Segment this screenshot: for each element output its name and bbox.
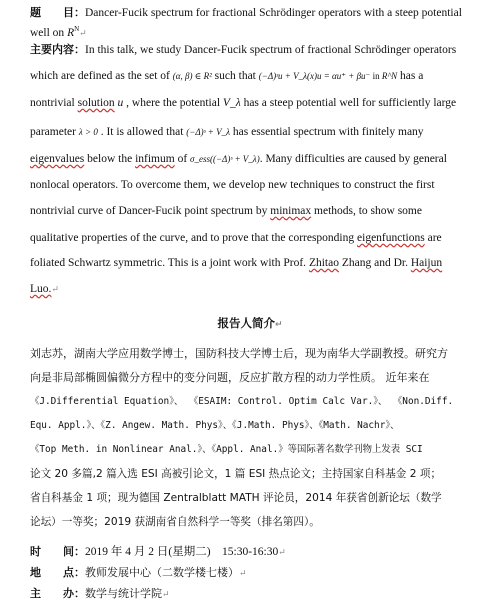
abstract-line-4: parameter λ > 0 . It is allowed that (−Δ)ˢ + V_λ has essential spectrum with finitely many bbox=[30, 126, 424, 138]
bio-line-4: Equ. Appl.》、《Z. Angew. Math. Phys》、《J.Math. Phys》、《Math. Nachr》、 bbox=[30, 420, 400, 431]
bio-heading: 报告人简介↵ bbox=[217, 316, 283, 330]
place-label: 地 点： bbox=[30, 566, 85, 579]
place-row: 地 点：教师发展中心（二数学楼七楼）↵ bbox=[30, 566, 247, 579]
abstract-line-3: nontrivial solution u , where the potential V_λ has a steep potential well for sufficiently large bbox=[30, 97, 457, 109]
host-label: 主 办： bbox=[30, 587, 85, 600]
time-row: 时 间：2019 年 4 月 2 日(星期二) 15:30-16:30↵ bbox=[30, 545, 286, 558]
title-line-1 bbox=[30, 6, 462, 20]
bio-line-5: 《Top Meth. in Nonlinear Anal.》、《Appl. Anal.》等国际著名数学刊物上发表 SCI bbox=[30, 444, 423, 455]
bio-line-1: 刘志苏，湖南大学应用数学博士，国防科技大学博士后，现为南华大学副教授。研究方 bbox=[30, 347, 448, 360]
abstract-line-5: eigenvalues below the infimum of σ_ess((−Δ)ˢ + V_λ). Many difficulties are caused by general bbox=[30, 153, 447, 165]
abstract-line-6: nonlocal operators. To overcome them, we develop new techniques to construct the first bbox=[30, 179, 435, 191]
title-label: 题 目： bbox=[30, 6, 85, 19]
bio-line-6: 论文 20 多篇,2 篇入选 ESI 高被引论文，1 篇 ESI 热点论文；主持国家自科基金 2 项； bbox=[30, 468, 442, 480]
bio-line-3: 《J.Differential Equation》、 《ESAIM: Control. Optim Calc Var.》、 《Non.Diff. bbox=[30, 396, 454, 407]
host-value: 数学与统计学院 bbox=[85, 587, 162, 600]
title-line-2: well on $R^N↵$ bbox=[30, 25, 87, 39]
abstract-line-1: 主要内容：In this talk, we study Dancer-Fucik spectrum of fractional Schrödinger operators bbox=[30, 43, 457, 56]
time-value: 2019 年 4 月 2 日(星期二) 15:30-16:30 bbox=[85, 546, 279, 558]
title-text: Dancer-Fucik spectrum for fractional Schrödinger operators with a steep potential bbox=[85, 7, 462, 19]
abstract-line-9: foliated Schwartz symmetric. This is a joint work with Prof. Zhitao Zhang and Dr. Haijun bbox=[30, 257, 443, 269]
place-value: 教师发展中心（二数学楼七楼） bbox=[85, 566, 239, 579]
abstract-line-7: nontrivial curve of Dancer-Fucik point spectrum by minimax methods, to show some bbox=[30, 205, 422, 217]
abstract-line-10: Luo.↵ bbox=[30, 283, 59, 295]
abstract-label: 主要内容： bbox=[30, 43, 85, 56]
time-label: 时 间： bbox=[30, 545, 85, 558]
bio-line-8: 论坛）一等奖；2019 获湖南省自然科学一等奖（排名第四）。 bbox=[30, 516, 320, 528]
abstract-line-2: which are defined as the set of (α, β) ∈ R² such that (−Δ)ˢu + V_λ(x)u = αu⁺ + βu⁻ in R^N has a bbox=[30, 70, 424, 82]
bio-line-2: 向是非局部椭圆偏微分方程中的变分问题，反应扩散方程的动力学性质。 近年来在 bbox=[30, 371, 430, 384]
host-row: 主 办：数学与统计学院↵ bbox=[30, 587, 170, 600]
abstract-line-8: qualitative properties of the curve, and to prove that the corresponding eigenfunctions are bbox=[30, 232, 442, 244]
bio-line-7: 省自科基金 1 项；现为德国 Zentralblatt MATH 评论员，2014 年获省创新论坛（数学 bbox=[30, 492, 442, 504]
